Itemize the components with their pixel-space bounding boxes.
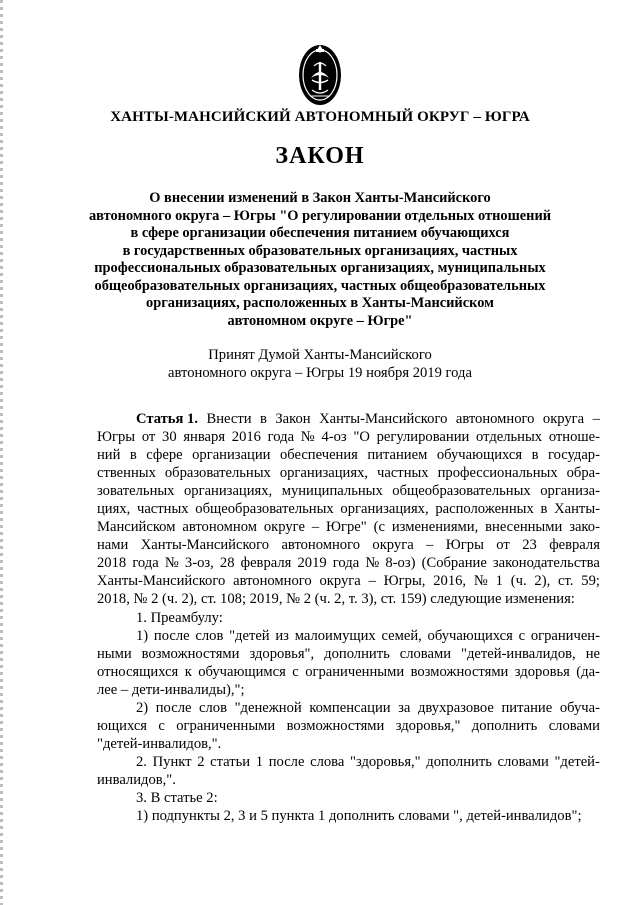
law-title-line: в сфере организации обеспечения питанием обучающихся [130, 225, 510, 241]
law-title-line: в государственных образовательных организациях, частных [122, 242, 518, 259]
law-title-line: О внесении изменений в Закон Ханты-Мансийского [149, 190, 491, 206]
body-line: нами Ханты-Мансийского автономного округа – Югры от 23 февраля [97, 537, 600, 554]
body-line: ний в сфере организации обеспечения питанием обучающихся в государ- [97, 447, 600, 464]
adoption-note-line: Принят Думой Ханты-Мансийского [208, 347, 432, 363]
body-line: 1. Преамбулу: [136, 609, 223, 626]
body-line: Югры от 30 января 2016 года № 4-оз "О регулировании отдельных отноше- [97, 429, 600, 446]
body-line: 2) после слов "денежной компенсации за двухразовое питание обуча- [136, 699, 600, 716]
body-line: ственных образовательных организациях, частных профессиональных обра- [97, 465, 600, 482]
body-line: Статья 1. Внести в Закон Ханты-Мансийского автономного округа – [136, 411, 600, 427]
law-title-line: профессиональных образовательных организациях, муниципальных [94, 260, 546, 276]
law-title-line: организациях, расположенных в Ханты-Мансийском [146, 295, 494, 311]
body-line: зовательных организациях, муниципальных общеобразовательных организа- [97, 483, 600, 500]
document-type-heading: ЗАКОН [275, 143, 365, 169]
adoption-note [0, 347, 640, 382]
law-title-line: общеобразовательных организациях, частных общеобразовательных [94, 277, 546, 294]
law-title-line: автономного округа – Югры "О регулировании отдельных отношений [88, 207, 552, 224]
coat-of-arms-icon [296, 40, 344, 108]
body-line: 1) подпункты 2, 3 и 5 пункта 1 дополнить словами ", детей-инвалидов"; [136, 808, 582, 825]
body-line: инвалидов,". [97, 771, 176, 788]
law-title [0, 190, 640, 330]
body-line: 2. Пункт 2 статьи 1 после слова "здоровья," дополнить словами "детей- [136, 753, 600, 770]
body-line: 1) после слов "детей из малоимущих семей, обучающихся с ограничен- [136, 627, 600, 644]
adoption-note-line: автономного округа – Югры 19 ноября 2019 года [168, 364, 472, 381]
law-title-line: автономном округе – Югре" [227, 312, 413, 329]
body-line: 2018, № 2 (ч. 2), ст. 108; 2019, № 2 (ч. 2, т. 3), ст. 159) следующие изменения: [97, 591, 575, 608]
scan-left-edge [0, 0, 3, 905]
body-line: 3. В статье 2: [136, 789, 218, 806]
region-heading: ХАНТЫ-МАНСИЙСКИЙ АВТОНОМНЫЙ ОКРУГ – ЮГРА [110, 109, 530, 125]
body-line: ными возможностями здоровья", дополнить словами "детей-инвалидов, не [97, 645, 600, 662]
body-line: Мансийском автономном округе – Югре" (с изменениями, внесенными зако- [97, 519, 600, 536]
body-line: лее – дети-инвалиды),"; [97, 681, 245, 698]
law-body [97, 410, 600, 825]
body-line: ющихся с ограниченными возможностями здоровья," дополнить словами [97, 717, 600, 734]
body-line: относящихся к обучающимся с ограниченными возможностями здоровья (да- [97, 663, 600, 680]
article-label: Статья 1. [136, 411, 198, 427]
body-line: циях, частных общеобразовательных организациях, расположенных в Ханты- [97, 501, 600, 518]
body-line: 2018 года № 3-оз, 28 февраля 2019 года № 8-оз) (Собрание законодательства [97, 555, 600, 572]
body-line: "детей-инвалидов,". [97, 735, 222, 752]
body-line: Ханты-Мансийского автономного округа – Югры, 2016, № 1 (ч. 2), ст. 59; [97, 573, 600, 590]
